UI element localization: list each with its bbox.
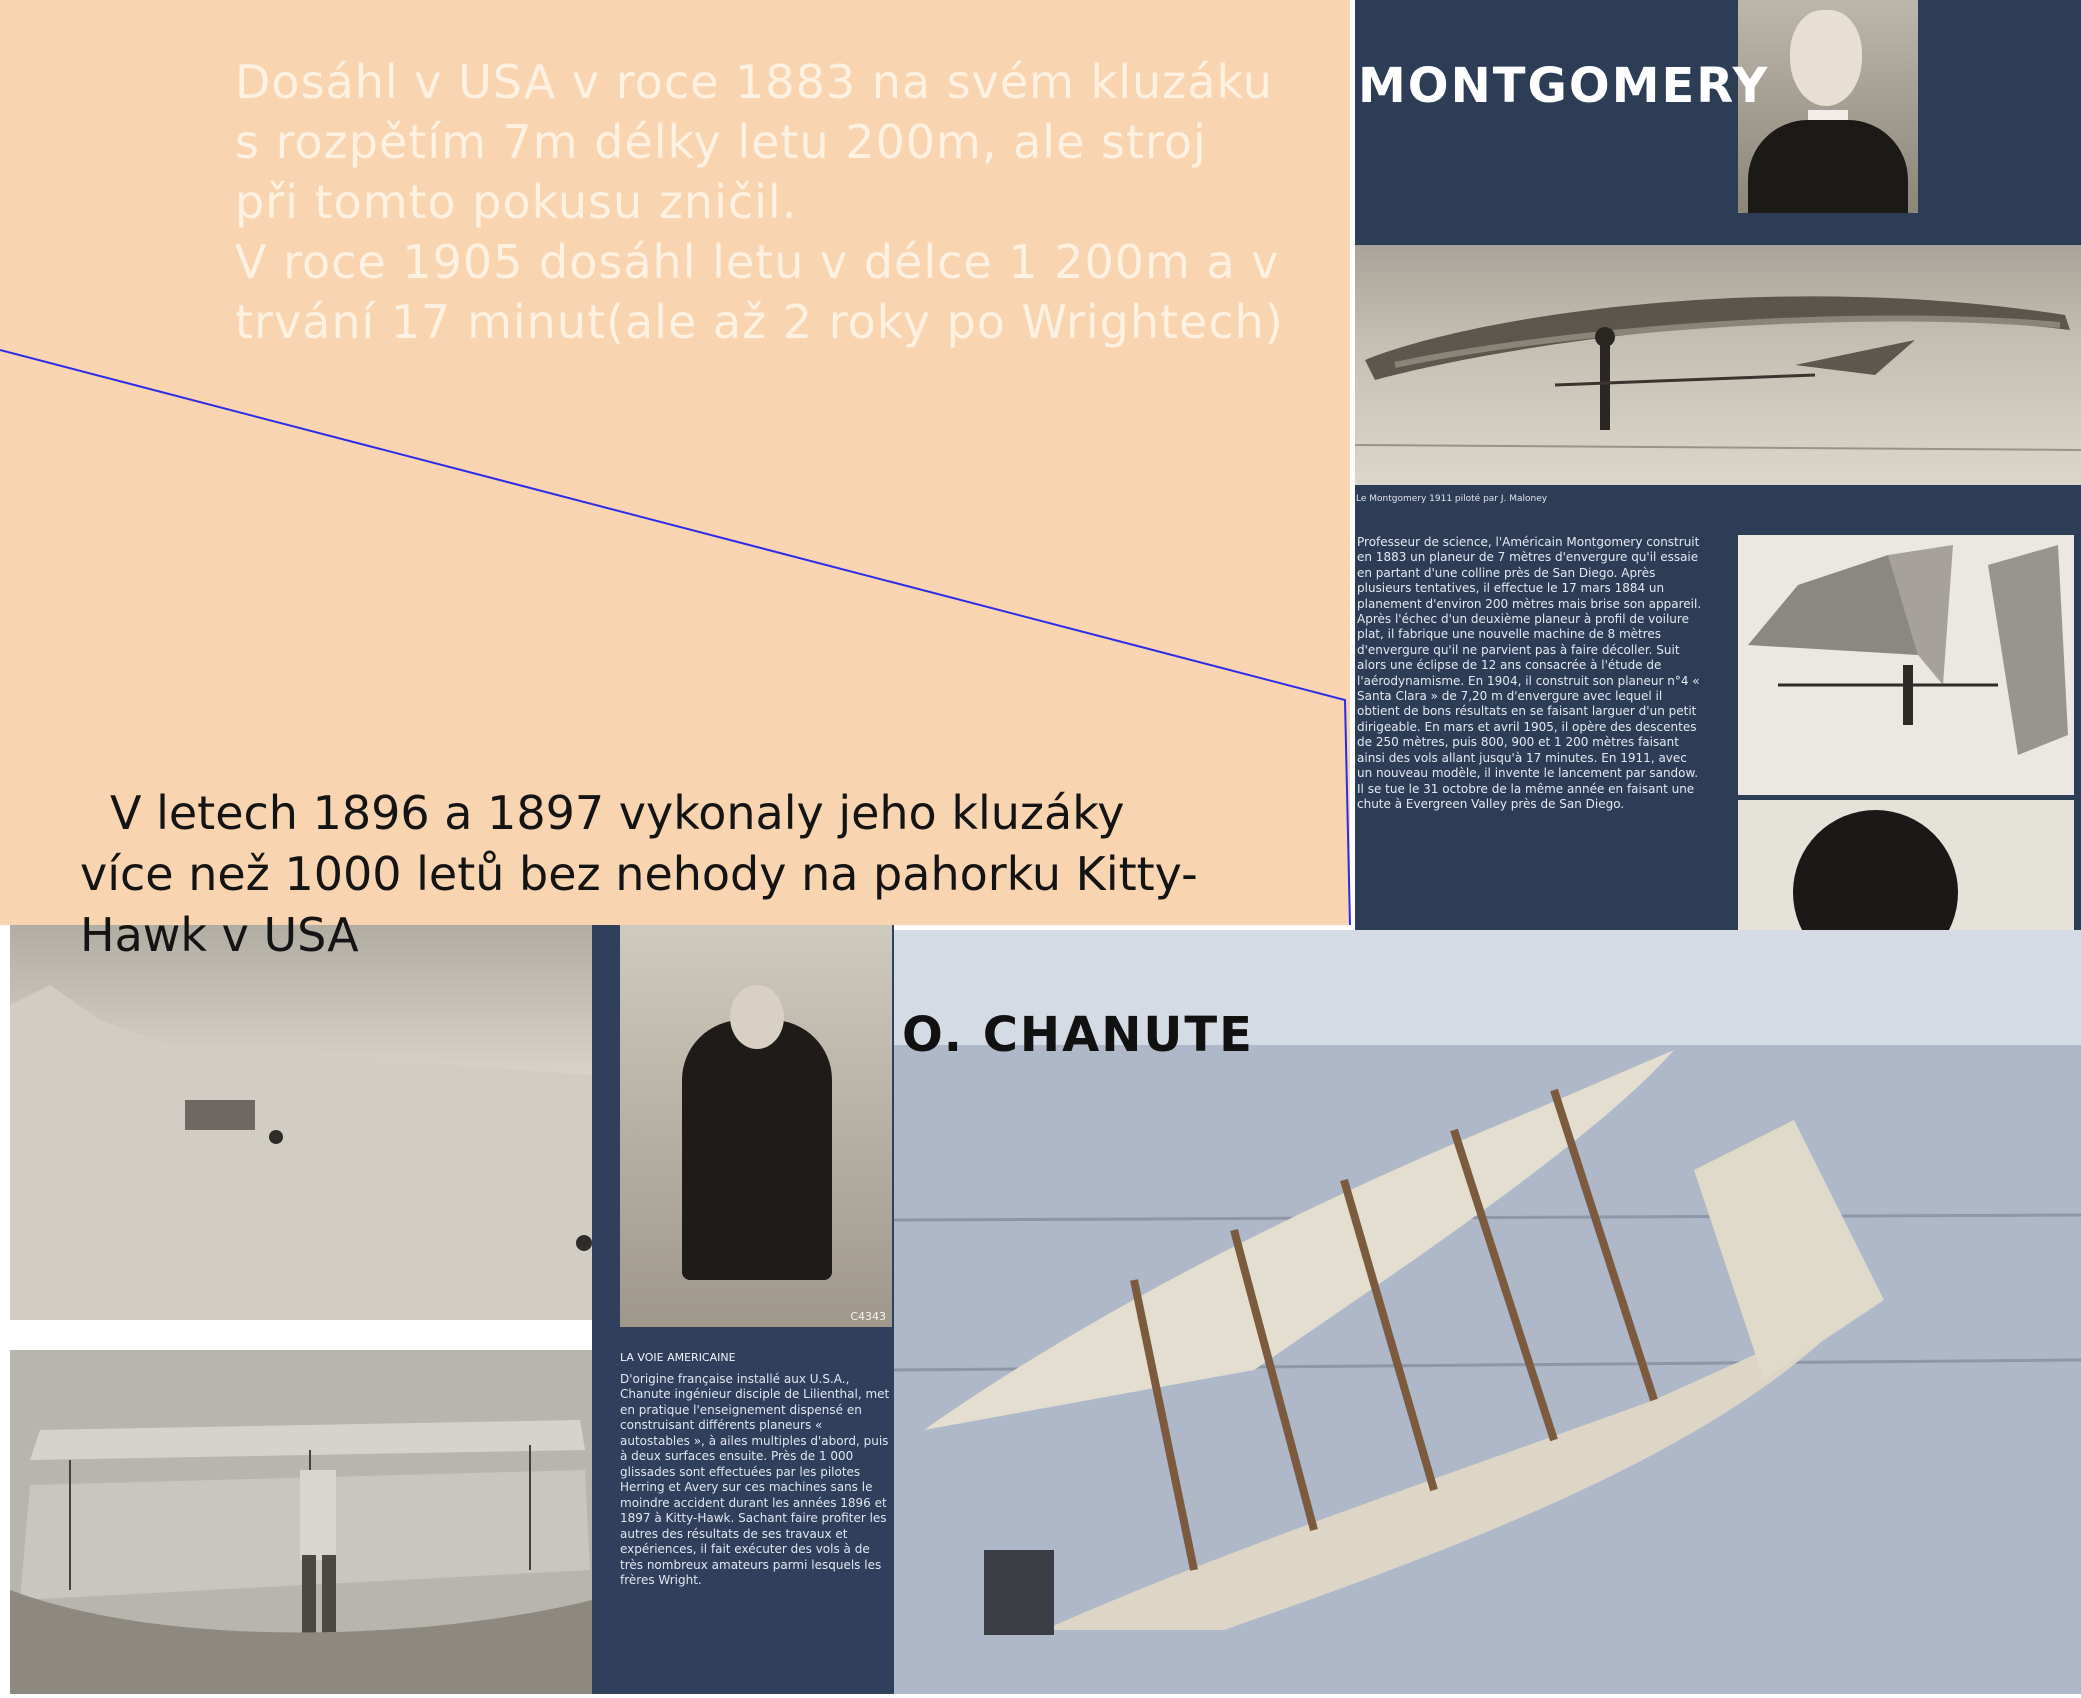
- montgomery-caption: [235, 52, 1355, 352]
- glider-photo-drawing: [10, 1350, 592, 1694]
- chanute-panel-heading: LA VOIE AMERICAINE: [620, 1351, 736, 1364]
- seated-figure-head: [730, 985, 784, 1049]
- portrait-coat: [1748, 120, 1908, 213]
- chanute-title: O. CHANUTE: [902, 1007, 1254, 1063]
- portrait-face: [1790, 10, 1862, 106]
- montgomery-title: MONTGOMERY: [1358, 58, 1770, 114]
- glider-sketch-photo: [1738, 535, 2074, 795]
- photo-code: C4343: [850, 1310, 886, 1323]
- sketch-drawing: [1738, 535, 2074, 795]
- caption-bottom-line: více než 1000 letů bez nehody na pahorku Kitty-: [80, 847, 1198, 901]
- montgomery-glider-photo: [1355, 245, 2081, 485]
- seated-figure: [682, 1020, 832, 1280]
- chanute-dune-photo: [10, 925, 592, 1320]
- caption-top-line: Dosáhl v USA v roce 1883 na svém kluzáku: [235, 55, 1273, 109]
- caption-top-line: při tomto pokusu zničil.: [235, 175, 798, 229]
- caption-top-line: V roce 1905 dosáhl letu v délce 1 200m a v: [235, 235, 1280, 289]
- montgomery-photo-caption: Le Montgomery 1911 piloté par J. Maloney: [1356, 494, 1548, 504]
- caption-top-line: s rozpětím 7m délky letu 200m, ale stroj: [235, 115, 1207, 169]
- chanute-panel-text: D'origine française installé aux U.S.A., Chanute ingénieur disciple de Lilienthal, met en pratique l'enseignement dispensé en construisant différents planeurs « autostables », à ailes multiples d'abord, puis à deux surfaces ensuite. Près de 1 000 glissades sont effectuées par les pilotes Herring et Avery sur ces machines sans le moindre accident durant les années 1896 et 1897 à Kitty-Hawk. Sachant faire profiter les autres des résultats de ses travaux et expériences, il fait exécuter des vols à de très nombreux amateurs parmi lesquels les frères Wright.: [620, 1371, 890, 1587]
- caption-top-line: trvání 17 minut(ale až 2 roky po Wrightech): [235, 295, 1284, 349]
- chanute-panel-text-block: [620, 1350, 892, 1690]
- chanute-glider-photo: [10, 1350, 592, 1694]
- glider-drawing: [1355, 245, 2081, 485]
- caption-bottom-line: Hawk v USA: [80, 908, 359, 962]
- dune-drawing: [10, 925, 592, 1320]
- chanute-portrait-photo: [620, 925, 892, 1327]
- chanute-caption: [80, 783, 1370, 966]
- montgomery-panel-text: Professeur de science, l'Américain Montgomery construit en 1883 un planeur de 7 mètres d'envergure qu'il essaie en partant d'une colline près de San Diego. Après plusieurs tentatives, il effectue le 17 mars 1884 un planement d'environ 200 mètres mais brise son appareil. Après l'échec d'un deuxième planeur à profil de voilure plat, il fabrique une nouvelle machine de 8 mètres d'envergure qu'il ne parvient pas à faire décoller. Suit alors une éclipse de 12 ans consacrée à l'étude de l'aérodynamisme. En 1904, il construit son planeur n°4 « Santa Clara » de 7,20 m d'envergure avec lequel il obtient de bons résultats en se faisant larguer d'un petit dirigeable. En mars et avril 1905, il opère des descentes de 250 mètres, puis 800, 900 et 1 200 mètres faisant ainsi des vols allant jusqu'à 17 minutes. En 1911, avec un nouveau modèle, il invente le lancement par sandow. Il se tue le 31 octobre de la même année en faisant une chute à Evergreen Valley près de San Diego.: [1357, 535, 1702, 1045]
- caption-bottom-line: V letech 1896 a 1897 vykonaly jeho kluzáky: [110, 786, 1125, 840]
